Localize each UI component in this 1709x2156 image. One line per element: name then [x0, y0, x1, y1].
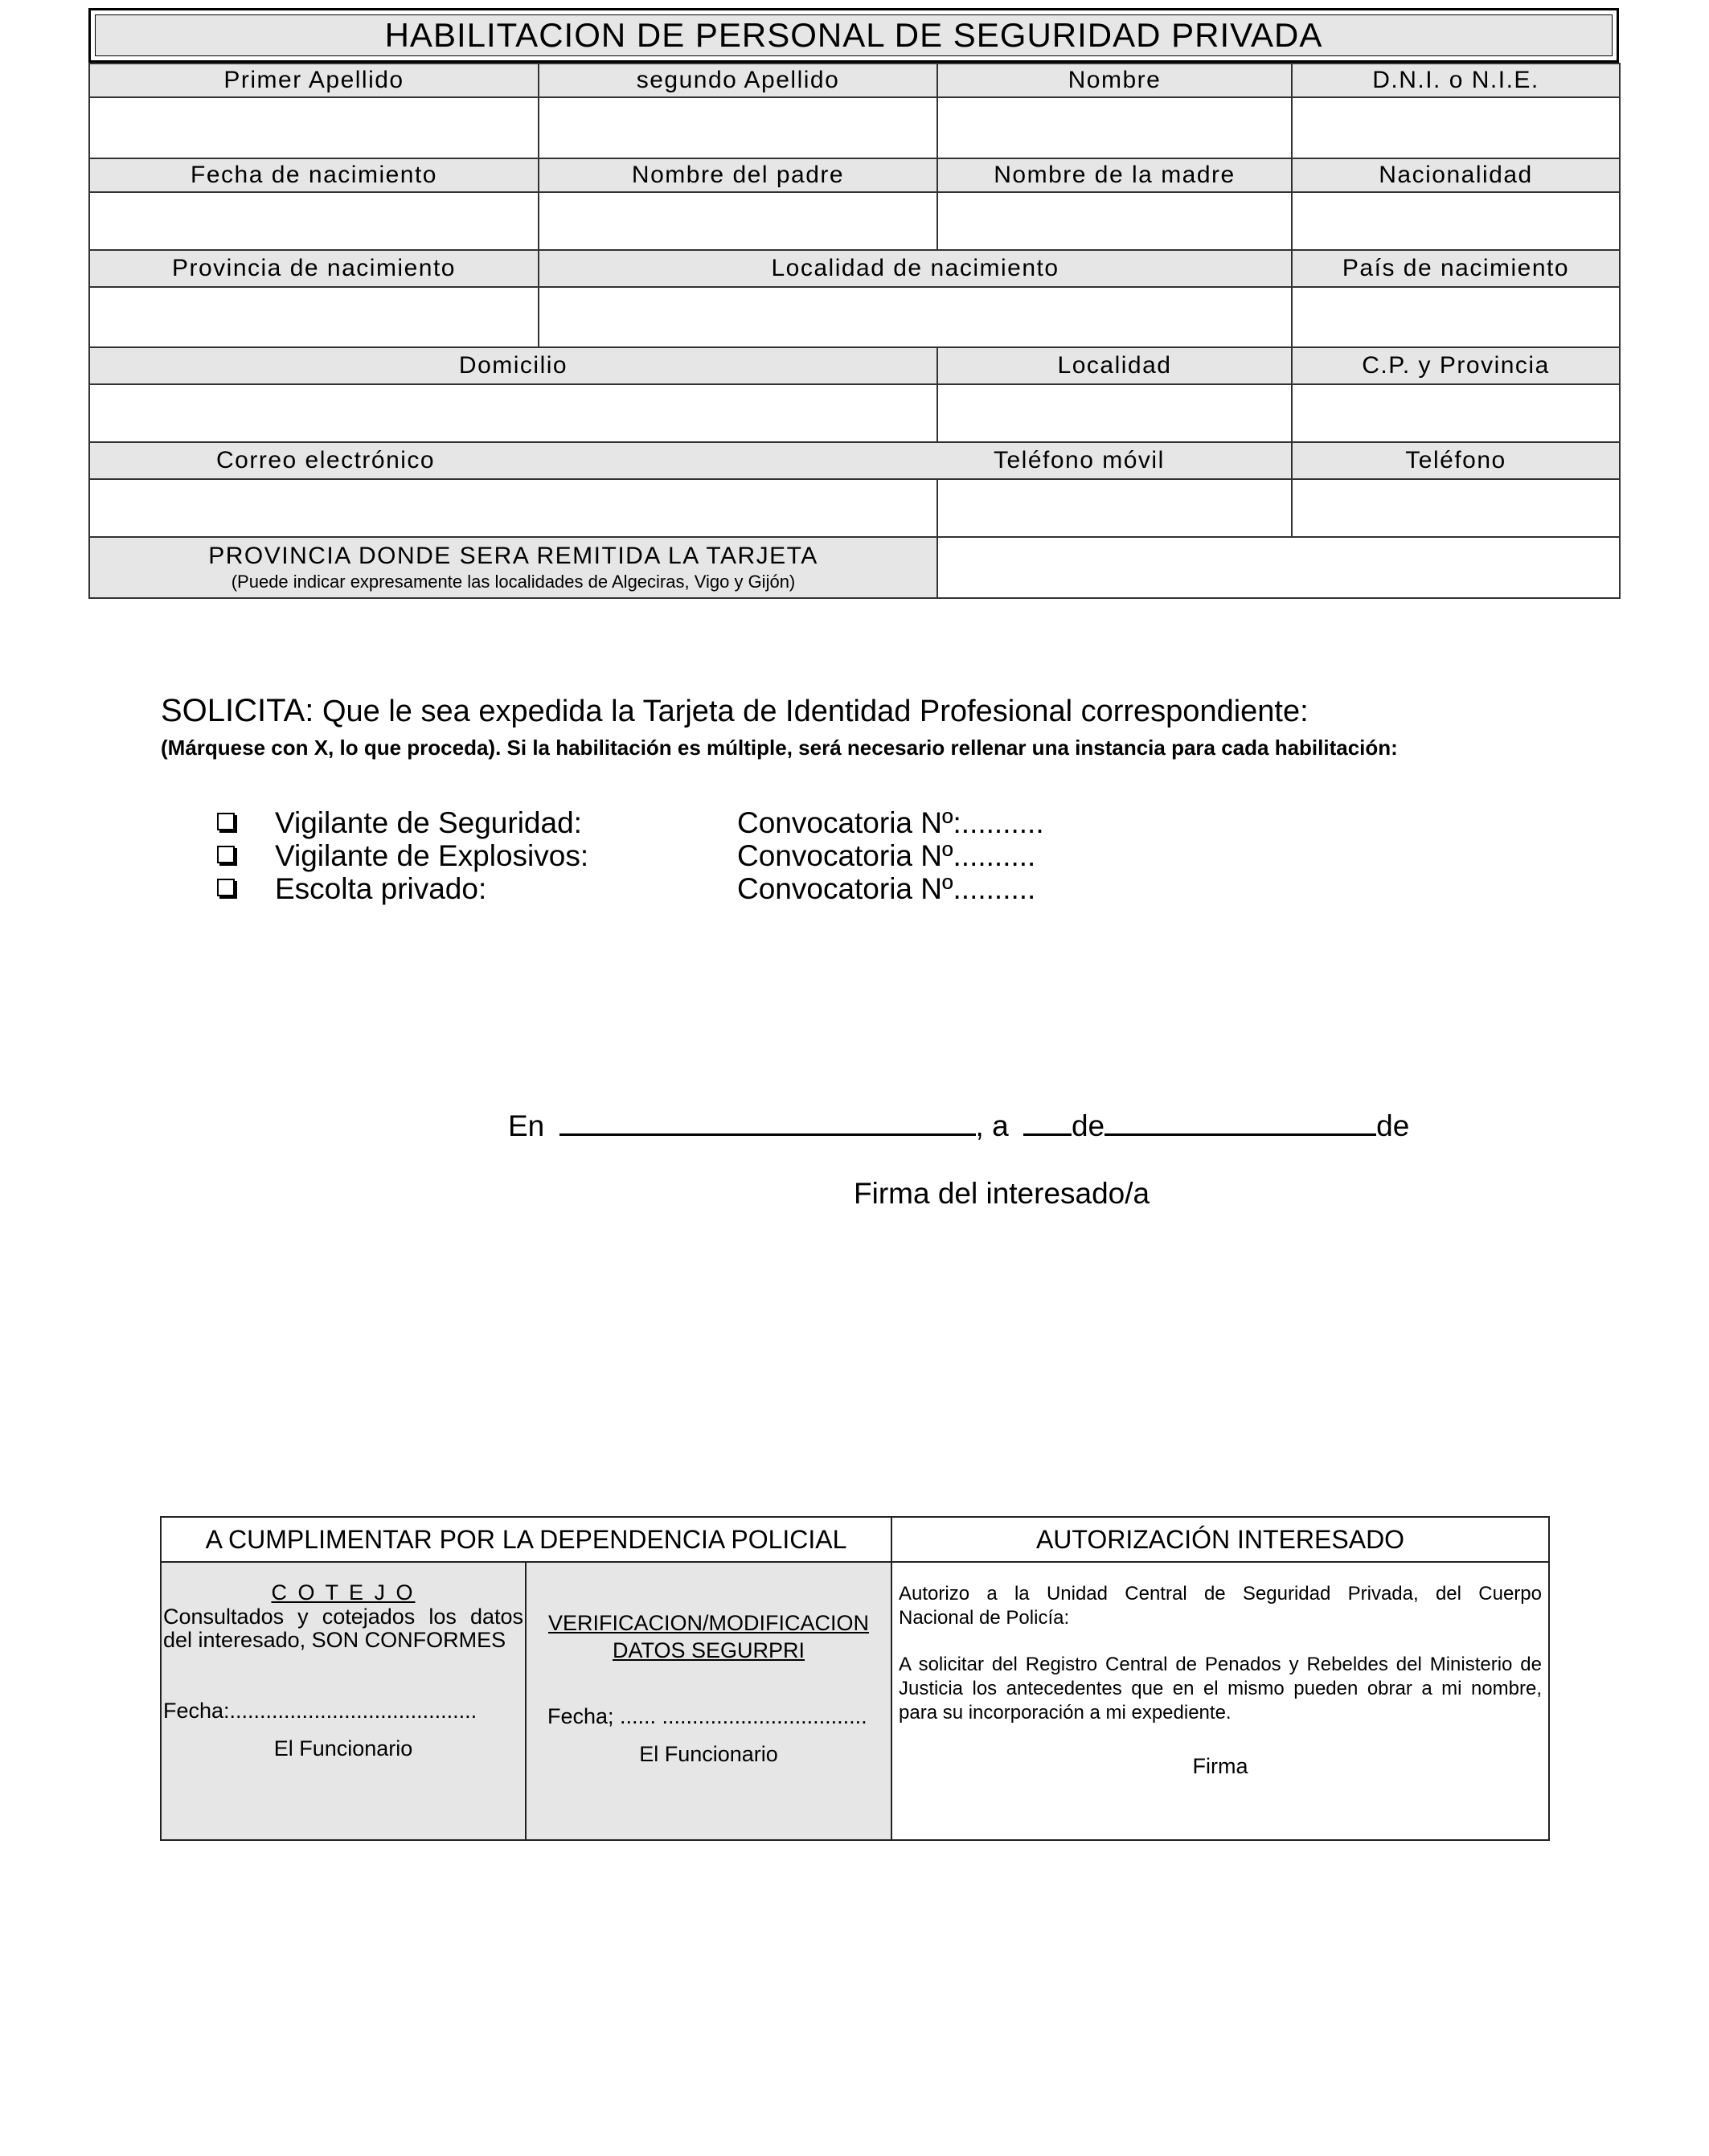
- cotejo-line-2: del interesado, SON CONFORMES: [163, 1628, 506, 1652]
- cotejo-funcionario: El Funcionario: [273, 1736, 413, 1760]
- convocatoria-escolta-privado[interactable]: Convocatoria Nº..........: [737, 872, 1036, 905]
- cotejo-title: C O T E J O: [271, 1580, 416, 1605]
- form-title: HABILITACION DE PERSONAL DE SEGURIDAD PRIVADA: [95, 14, 1613, 56]
- field-primer-apellido[interactable]: [89, 97, 539, 158]
- field-provincia-tarjeta[interactable]: [937, 537, 1620, 598]
- label-provincia-tarjeta-main: PROVINCIA DONDE SERA REMITIDA LA TARJETA: [208, 543, 818, 570]
- label-cp-provincia: C.P. y Provincia: [1292, 347, 1620, 384]
- autorizacion-p1-line-2: Nacional de Policía:: [899, 1607, 1070, 1629]
- solicita-heading: SOLICITA:: [161, 693, 314, 728]
- option-escolta-privado: [217, 872, 486, 906]
- field-telefono[interactable]: [1292, 479, 1620, 537]
- label-domicilio: Domicilio: [89, 347, 937, 384]
- option-label: Escolta privado:: [275, 872, 487, 905]
- label-correo: Correo electrónico: [216, 447, 436, 473]
- label-provincia-nacimiento: Provincia de nacimiento: [89, 250, 539, 287]
- autorizacion-p2-line-2: Justicia los antecedentes que en el mismo pueden obrar a mi nombre,: [899, 1678, 1542, 1699]
- field-mes[interactable]: [1104, 1108, 1376, 1136]
- label-nombre-padre: Nombre del padre: [539, 158, 937, 192]
- autorizacion-firma: Firma: [1192, 1754, 1248, 1778]
- field-lugar[interactable]: [559, 1108, 976, 1136]
- field-dia[interactable]: [1023, 1108, 1072, 1136]
- label-provincia-tarjeta: [89, 537, 937, 598]
- field-localidad-nacimiento[interactable]: [539, 287, 1292, 347]
- label-telefono: Teléfono: [1292, 442, 1620, 479]
- field-nombre[interactable]: [937, 97, 1292, 158]
- personal-data-table: [88, 63, 1621, 599]
- field-localidad[interactable]: [937, 384, 1292, 442]
- label-localidad: Localidad: [937, 347, 1292, 384]
- cotejo-line-1: Consultados y cotejados los datos: [163, 1605, 523, 1629]
- convocatoria-vigilante-explosivos[interactable]: Convocatoria Nº..........: [737, 839, 1036, 872]
- verificacion-title-2: DATOS SEGURPRI: [612, 1638, 805, 1662]
- label-localidad-nacimiento: Localidad de nacimiento: [539, 250, 1292, 287]
- field-correo[interactable]: [89, 479, 937, 537]
- label-fecha-nacimiento: Fecha de nacimiento: [89, 158, 539, 192]
- header-dependencia-policial: A CUMPLIMENTAR POR LA DEPENDENCIA POLICIAL: [161, 1517, 891, 1562]
- text-de-2: de: [1376, 1109, 1410, 1142]
- label-nacionalidad: Nacionalidad: [1292, 158, 1620, 192]
- option-label: Vigilante de Explosivos:: [275, 839, 589, 872]
- autorizacion-p2-line-1: A solicitar del Registro Central de Penados y Rebeldes del Ministerio de: [899, 1654, 1542, 1675]
- autorizacion-cell: [891, 1562, 1549, 1840]
- label-dni-nie: D.N.I. o N.I.E.: [1292, 64, 1620, 97]
- text-a: , a: [975, 1109, 1009, 1142]
- label-primer-apellido: Primer Apellido: [89, 64, 539, 97]
- field-nacionalidad[interactable]: [1292, 192, 1620, 250]
- option-vigilante-seguridad: [217, 806, 582, 840]
- police-authorization-table: [160, 1516, 1550, 1841]
- field-pais-nacimiento[interactable]: [1292, 287, 1620, 347]
- solicita-line: [161, 693, 1309, 729]
- autorizacion-p1-line-1: Autorizo a la Unidad Central de Seguridad Privada, del Cuerpo: [899, 1583, 1542, 1605]
- solicita-note: (Márquese con X, lo que proceda). Si la habilitación es múltiple, será necesario rellenar una instancia para cada habilitación:: [161, 736, 1398, 760]
- convocatoria-vigilante-seguridad[interactable]: Convocatoria Nº:..........: [737, 806, 1044, 839]
- cotejo-cell: [161, 1562, 526, 1840]
- label-nombre: Nombre: [937, 64, 1292, 97]
- label-segundo-apellido: segundo Apellido: [539, 64, 937, 97]
- field-domicilio[interactable]: [89, 384, 937, 442]
- label-provincia-tarjeta-note: (Puede indicar expresamente las localidades de Algeciras, Vigo y Gijón): [231, 572, 796, 592]
- label-telefono-movil: Teléfono móvil: [994, 447, 1165, 473]
- checkbox-vigilante-explosivos[interactable]: [217, 846, 235, 863]
- field-cp-provincia[interactable]: [1292, 384, 1620, 442]
- field-dni-nie[interactable]: [1292, 97, 1620, 158]
- label-nombre-madre: Nombre de la madre: [937, 158, 1292, 192]
- solicita-text: Que le sea expedida la Tarjeta de Identidad Profesional correspondiente:: [314, 695, 1309, 728]
- label-pais-nacimiento: País de nacimiento: [1292, 250, 1620, 287]
- field-nombre-padre[interactable]: [539, 192, 937, 250]
- field-telefono-movil[interactable]: [937, 479, 1292, 537]
- field-fecha-nacimiento[interactable]: [89, 192, 539, 250]
- verificacion-cell: [526, 1562, 891, 1840]
- checkbox-vigilante-seguridad[interactable]: [217, 813, 235, 830]
- field-segundo-apellido[interactable]: [539, 97, 937, 158]
- option-vigilante-explosivos: [217, 839, 588, 873]
- autorizacion-p2-line-3: para su incorporación a mi expediente.: [899, 1702, 1232, 1724]
- field-provincia-nacimiento[interactable]: [89, 287, 539, 347]
- signature-place-date: [508, 1108, 1409, 1143]
- firma-interesado: Firma del interesado/a: [854, 1177, 1150, 1210]
- option-label: Vigilante de Seguridad:: [275, 806, 582, 839]
- form-title-box: [88, 8, 1619, 63]
- text-de-1: de: [1071, 1109, 1105, 1142]
- field-nombre-madre[interactable]: [937, 192, 1292, 250]
- verificacion-fecha[interactable]: Fecha; ...... ..................................: [547, 1704, 867, 1728]
- verificacion-title-1: VERIFICACION/MODIFICACION: [547, 1611, 869, 1635]
- label-correo-telefono-movil: [89, 442, 1292, 479]
- text-en: En: [508, 1109, 545, 1142]
- checkbox-escolta-privado[interactable]: [217, 879, 235, 896]
- verificacion-funcionario: El Funcionario: [639, 1742, 778, 1766]
- header-autorizacion: AUTORIZACIÓN INTERESADO: [891, 1517, 1549, 1562]
- cotejo-fecha[interactable]: Fecha:.........................................: [163, 1699, 477, 1723]
